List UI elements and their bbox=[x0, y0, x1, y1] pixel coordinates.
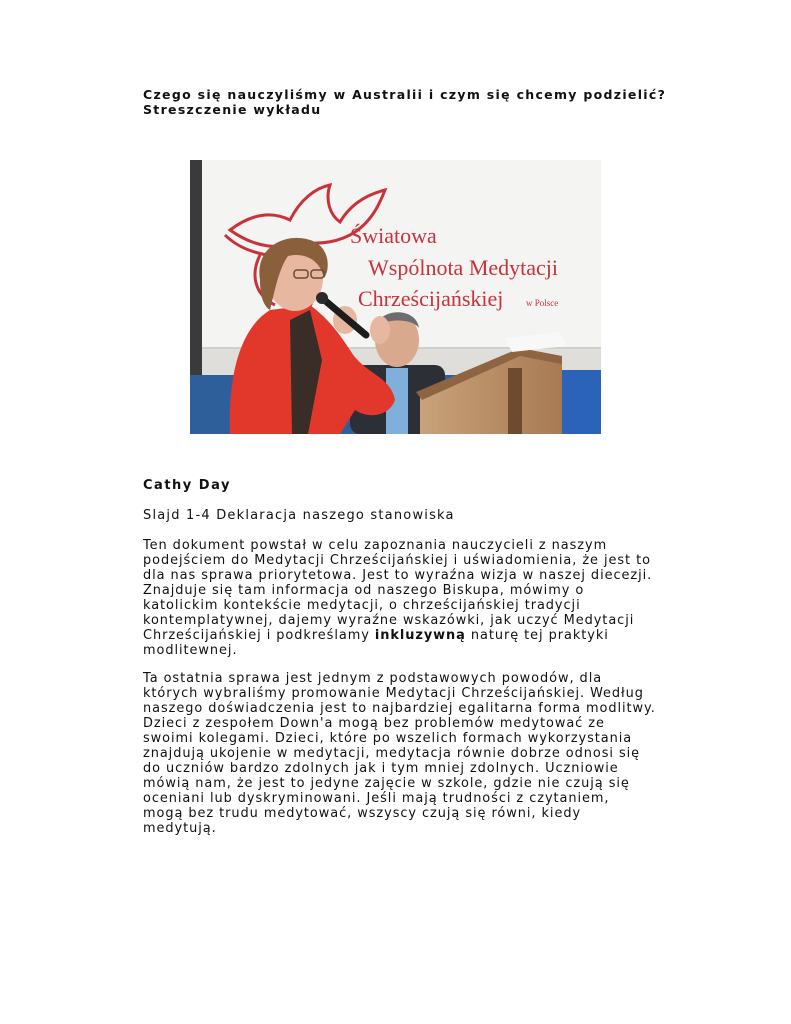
p2-line: Dzieci z zespołem Down'a mogą bez problemów medytować ze bbox=[143, 716, 605, 731]
paragraph-1 bbox=[143, 538, 663, 658]
p1-line: podejściem do Medytacji Chrześcijańskiej i uświadomienia, że jest to bbox=[143, 553, 651, 568]
p2-line: Ta ostatnia sprawa jest jednym z podstawowych powodów, dla bbox=[143, 671, 603, 686]
p2-line: których wybraliśmy promowanie Medytacji Chrześcijańskiej. Według bbox=[143, 686, 644, 701]
p1-line7-after: naturę tej praktyki bbox=[465, 628, 609, 643]
banner-line-3: Chrześcijańskiej bbox=[358, 286, 504, 311]
banner-line-2: Wspólnota Medytacji bbox=[368, 255, 559, 280]
p1-line-emphasis bbox=[143, 628, 663, 643]
p1-line: modlitewnej. bbox=[143, 643, 238, 658]
p1-line: kontemplatywnej, dajemy wyraźne wskazówki, jak uczyć Medytacji bbox=[143, 613, 635, 628]
slide-label: Slajd 1-4 Deklaracja naszego stanowiska bbox=[143, 508, 455, 523]
p2-line: oceniani lub dyskryminowani. Jeśli mają trudności z czytaniem, bbox=[143, 791, 610, 806]
lecture-photo bbox=[190, 160, 601, 434]
p1-line7-before: Chrześcijańskiej i podkreślamy bbox=[143, 628, 375, 643]
author-name: Cathy Day bbox=[143, 478, 231, 493]
p2-line: mówią nam, że jest to jedyne zajęcie w szkole, gdzie nie czują się bbox=[143, 776, 630, 791]
p2-line: mogą bez trudu medytować, wszyscy czują się równi, kiedy bbox=[143, 806, 582, 821]
title-line-2: Streszczenie wykładu bbox=[143, 102, 322, 117]
paragraph-2 bbox=[143, 671, 663, 836]
document-title bbox=[143, 87, 703, 117]
title-line-1: Czego się nauczyliśmy w Australii i czym się chcemy podzielić? bbox=[143, 87, 667, 102]
banner-line-1: Światowa bbox=[350, 223, 437, 248]
p2-line: do uczniów bardzo zdolnych jak i tym mniej zdolnych. Uczniowie bbox=[143, 761, 619, 776]
emphasis-inkluzywna: inkluzywną bbox=[374, 628, 466, 643]
p1-line: dla nas sprawa priorytetowa. Jest to wyraźna wizja w naszej diecezji. bbox=[143, 568, 653, 583]
p2-line: swoimi kolegami. Dzieci, które po wszelich formach wykorzystania bbox=[143, 731, 633, 746]
p2-line: medytują. bbox=[143, 821, 217, 836]
banner-small: w Polsce bbox=[526, 298, 559, 308]
p1-line: katolickim kontekście medytacji, o chrześcijańskiej tradycji bbox=[143, 598, 581, 613]
p1-line: Znajduje się tam informacja od naszego Biskupa, mówimy o bbox=[143, 583, 585, 598]
p2-line: naszego doświadczenia jest to najbardziej egalitarna forma modlitwy. bbox=[143, 701, 656, 716]
p2-line: znajdują ukojenie w medytacji, medytacja równie dobrze odnosi się bbox=[143, 746, 641, 761]
p1-line: Ten dokument powstał w celu zapoznania nauczycieli z naszym bbox=[143, 538, 608, 553]
